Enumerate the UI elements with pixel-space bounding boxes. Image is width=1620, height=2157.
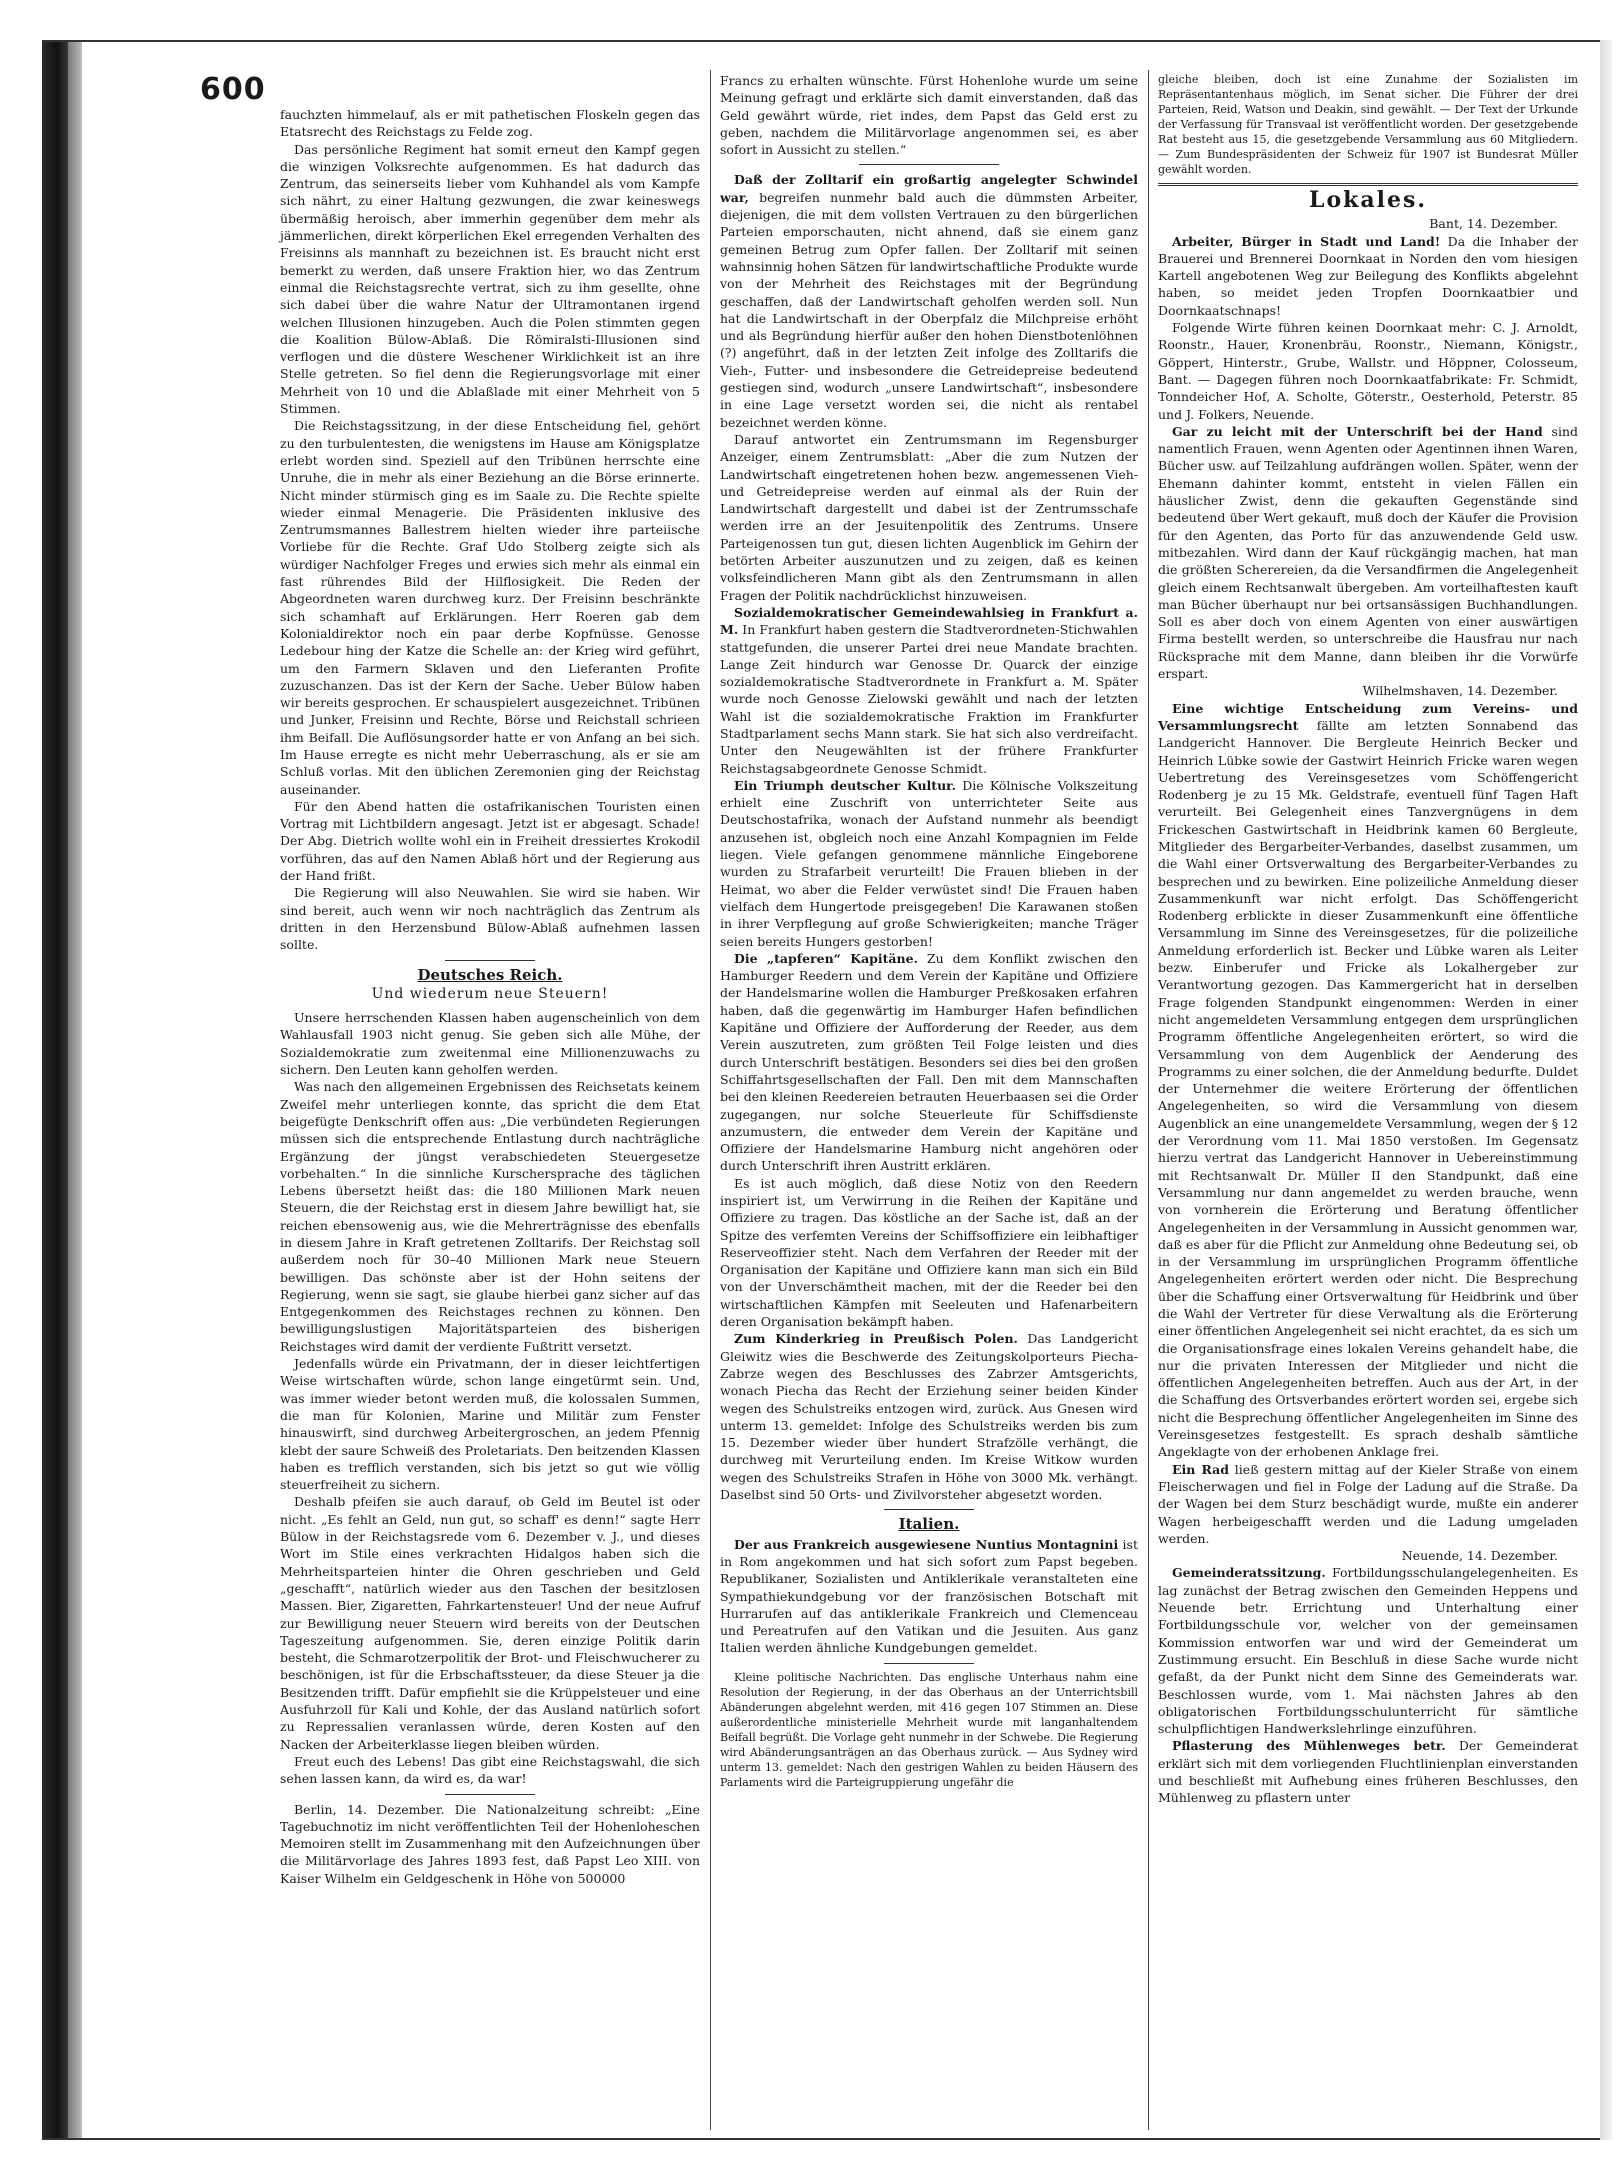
paragraph: Francs zu erhalten wünschte. Fürst Hohenlohe wurde um seine Meinung gefragt und erklärte sich damit einverstanden, daß das Geld gewährt würde, riet indes, dem Papst das Geld erst zu geben, nachdem die Militärvorlage angenommen sei, es aber sofort in Aussicht zu stellen.“ (720, 73, 1138, 158)
column-1 (280, 106, 700, 1887)
divider (859, 164, 999, 165)
item-text: Da die Inhaber der Brauerei und Brennerei Doornkaat in Norden den vom hiesigen Kartell angebotenen Weg zur Beilegung des Konflikts abgelehnt haben, so meidet jeden Tropfen Doornkaatbier und Doornkaatschnaps! (1158, 233, 1578, 318)
paragraph: Berlin, 14. Dezember. Die Nationalzeitung schreibt: „Eine Tagebuchnotiz im nicht veröffentlichten Teil der Hohenloheschen Memoiren stellt im Zusammenhang mit den Aufzeichnungen über die Militärvorlage des Jahres 1893 fest, daß Papst Leo XIII. von Kaiser Wilhelm ein Geldgeschenk in Höhe von 500000 (280, 1801, 700, 1886)
small-print-news: Kleine politische Nachrichten. Das englische Unterhaus nahm eine Resolution der Regierung, in der das Oberhaus an der Unterrichtsbill Abänderungen abgelehnt werden, mit 416 gegen 107 Stimmen an. Diese außerordentliche ministerielle Mehrheit wurde mit langanhaltendem Beifall begrüßt. Die Vorlage geht nunmehr in der Schwebe. Die Regierung wird Abänderungsanträgen an das Oberhaus zurück. — Aus Sydney wird unterm 13. gemeldet: Nach den gestrigen Wahlen zu beiden Häusern des Parlaments wird die Parteigruppierung ungefähr die (720, 1670, 1138, 1789)
item-lead: Eine wichtige Entscheidung zum Vereins- und Versammlungsrecht (1158, 700, 1578, 733)
book-binding (42, 40, 68, 2140)
column-rule (1148, 70, 1149, 2130)
item-lead: Arbeiter, Bürger in Stadt und Land! (1172, 233, 1441, 249)
article-heading: Und wiederum neue Steuern! (371, 985, 609, 1002)
item-text: Das Landgericht Gleiwitz wies die Beschwerde des Zeitungskolporteurs Piecha-Zabrze wegen des Beschlusses des Zabrzer Amtsgerichts, wonach Piecha das Recht der Erziehung seiner beiden Kinder wegen des Schulstreiks entzogen wird, zurück. Aus Gnesen wird unterm 13. gemeldet: Infolge des Schulstreiks werden bis zum 15. Dezember wieder über hundert Strafzölle verhängt, die durchweg mit Verurteilung enden. Im Kreise Witkow wurden wegen des Schulstreiks Strafen in Höhe von 3000 Mk. verhängt. Daselbst sind 50 Orts- und Zivilvorsteher abgesetzt worden. (720, 1331, 1139, 1503)
paragraph: Das persönliche Regiment hat somit erneut den Kampf gegen die winzigen Volksrechte aufgenommen. Es hat dadurch das Zentrum, das seinerseits lieber vom Kuhhandel als vom Kampfe sich nährt, zu einer Haltung gezwungen, die zwar keineswegs übermäßig heroisch, aber immerhin gegenüber dem mehr als jämmerlichen, direkt körperlichen Ekel erregenden Verhalten des Freisinns als mannhaft zu bezeichnen ist. Es braucht nicht erst bemerkt zu werden, daß unsere Fraktion hier, wo das Zentrum einmal die Reichstagsrechte vertrat, sich zu ihm gesellte, ohne sich dabei über die wahre Natur der Ultramontanen irgend welchen Illusionen hinzugeben. Auch die Polen stimmten gegen die Koalition Bülow-Ablaß. Die Römiralsti-Illusionen sind verflogen und die düstere Weschener Wirklichkeit ist an ihre Stelle getreten. So fiel denn die Regierungsvorlage mit einer Mehrheit von 10 und die Ablaßlade mit einer Mehrheit von 5 Stimmen. (280, 141, 700, 417)
item-lead: Ein Rad (1172, 1461, 1230, 1477)
paragraph: Darauf antwortet ein Zentrumsmann im Regensburger Anzeiger, einem Zentrumsblatt: „Aber die zum Nutzen der Landwirtschaft eingetretenen hohen bezw. angemessenen Vieh- und Getreidepreise werden auf einmal als der Ruin der Landwirtschaft dargestellt und dabei ist der Zentrumsschafe werden irre an der Jesuitenpolitik des Zentrums. Unsere Parteigenossen tun gut, diesen lichten Augenblick im Gehirn der betörten Arbeiter auszunutzen und zu zeigen, daß es keinen volksfeindlicheren Mann gibt als den Zentrumsmann in allen Fragen der Politik nachdrücklichst hinzuweisen. (720, 431, 1138, 603)
page-bottom-edge (42, 2138, 1612, 2140)
paragraph: fauchzten himmelauf, als er mit pathetischen Floskeln gegen das Etatsrecht des Reichstags zu Felde zog. (280, 107, 700, 140)
paragraph: Folgende Wirte führen keinen Doornkaat mehr: C. J. Arnoldt, Roonstr., Hauer, Kronenbräu, Roonstr., Niemann, Königstr., Göppert, Hinterstr., Grube, Wallstr. und Höppner, Colosseum, Bant. — Dagegen führen noch Doornkaatfabrikate: Fr. Schmidt, Tonndeicher Hof, A. Scholte, Göterstr., Oesterhold, Peterstr. 85 und J. Folkers, Neuende. (1158, 320, 1578, 422)
item-text: Der Gemeinderat erklärt sich mit dem vorliegenden Fluchtlinienplan einverstanden und beschließt mit Aufhebung eines früheren Beschlusses, den Mühlenweg zu pflastern unter (1158, 1738, 1578, 1806)
item-lead: Der aus Frankreich ausgewiesene Nuntius Montagnini (734, 1536, 1119, 1552)
binding-shadow (68, 40, 82, 2140)
item-text: ließ gestern mittag auf der Kieler Straße von einem Fleischerwagen und fiel in Folge der Ladung auf die Straße. Da der Wagen bei dem Sturz beschädigt wurde, mußte ein anderer Wagen herbeigeschafft werden und die Ladung umgeladen werden. (1158, 1461, 1578, 1546)
item-lead: Ein Triumph deutscher Kultur. (734, 777, 956, 793)
divider (884, 1663, 974, 1664)
item-lead: Daß der Zolltarif ein großartig angelegter Schwindel war, (720, 172, 1138, 205)
item-lead: Gemeinderatssitzung. (1172, 1565, 1326, 1581)
item-lead: Die „tapferen“ Kapitäne. (734, 950, 918, 966)
dateline: Neuende, 14. Dezember. (1401, 1548, 1558, 1564)
paragraph: Was nach den allgemeinen Ergebnissen des Reichsetats keinem Zweifel mehr unterliegen konnte, das spricht die dem Etat beigefügte Denkschrift offen aus: „Die verbündeten Regierungen müssen sich die entsprechende Entlastung durch nachträgliche Ergänzung der jüngst verabschiedeten Steuergesetze vorbehalten.“ In die sinnliche Kurschersprache des täglichen Lebens übersetzt heißt das: die 180 Millionen Mark neuen Steuern, die der Reichstag erst in diesem Jahre bewilligt hat, sie reichen ebensowenig aus, wie die Mehrerträgnisse des ebenfalls in diesem Jahre in Kraft getretenen Zolltarifs. Der Reichstag soll außerdem noch für 30–40 Millionen Mark neue Steuern bewilligen. Das schönste aber ist der Hohn seitens der Regierung, wenn sie sagt, sie glaube hierbei ganz sicher auf das Entgegenkommen des Reichstages rechnen zu können. Den bewilligungslustigen Majoritätsparteien des bisherigen Reichstages wird damit der verdiente Fußtritt versetzt. (280, 1079, 700, 1354)
paragraph: Jedenfalls würde ein Privatmann, der in dieser leichtfertigen Weise wirtschaften würde, schon lange eingetürmt sein. Und, was immer wieder betont werden muß, die kolossalen Summen, die man für Kolonien, Marine und Militär zum Fenster hinauswirft, sind durchweg Arbeitergroschen, an jedem Pfennig klebt der saure Schweiß des Proletariats. Den beitzenden Klassen haben es trefflich verstanden, sich bis jetzt so gut wie völlig steuerfreiheit zu sichern. (280, 1356, 700, 1493)
paragraph: Unsere herrschenden Klassen haben augenscheinlich von dem Wahlausfall 1903 nicht genug. Sie geben sich alle Mühe, der Sozialdemokratie zum zweitenmal eine Millionenzuwachs zu sichern. Den Leuten kann geholfen werden. (280, 1010, 700, 1078)
page-right-edge (1600, 40, 1612, 2140)
divider (1158, 183, 1578, 186)
item-text: sind namentlich Frauen, wenn Agenten oder Agentinnen ihnen Waren, Bücher usw. auf Teilzahlung aufdrängen wollen. Später, wenn der Ehemann dahinter kommt, entsteht in vielen Fällen ein häuslicher Zwist, denn die gekauften Gegenstände sind bedeutend über Wert gekauft, muß doch der Käufer die Provision für den Agenten, das Porto für das anzuwendende Geld usw. mitbezahlen. Wird dann der Kauf rückgängig machen, hat man die größten Scherereien, da die Versandfirmen die Angelegenheit gleich einem Rechtsanwalt übergeben. Am vorteilhaftesten kauft man Bücher überhaupt nur bei ortsansässigen Buchhandlungen. Soll es aber doch von einem Agenten von einer auswärtigen Firma bestellt werden, so unterschreibe die Hausfrau nur nach Rücksprache mit dem Manne, dann bleiben ihr die Vorwürfe erspart. (1158, 423, 1578, 682)
paragraph: Deshalb pfeifen sie auch darauf, ob Geld im Beutel ist oder nicht. „Es fehlt an Geld, nun gut, so schaff' es denn!“ sagte Herr Bülow in der Reichstagsrede vom 6. Dezember v. J., und dieses Wort im Stile eines verkrachten Hidalgos haben sich die Mehrheitsparteien hinter die Ohren geschrieben und Geld „geschafft“, natürlich wieder aus den Taschen der besitzlosen Massen. Bier, Zigaretten, Fahrkartensteuer! Und der neue Aufruf zur Bewilligung neuer Steuern wird bereits von der Deutschen Tageszeitung aufgenommen. Sie, deren einzige Politik darin besteht, die Schmarotzerpolitik der Brot- und Fleischwucherer zu beschönigen, ist für die Erbschaftssteuer, da diese Steuer ja die Besitzenden trifft. Dafür empfiehlt sie die Krüppelsteuer und eine Ausfuhrzoll für Kali und Kohle, der das Ausland natürlich sofort zu Repressalien veranlassen würde, deren Kosten auf den Nacken der Arbeiterklasse liegen bleiben würden. (280, 1494, 700, 1752)
dateline: Bant, 14. Dezember. (1429, 216, 1558, 232)
section-heading: Italien. (898, 1515, 960, 1534)
page-top-edge (42, 40, 1612, 42)
paragraph: Es ist auch möglich, daß diese Notiz von den Reedern inspiriert ist, um Verwirrung in die Reihen der Kapitäne und Offiziere zu tragen. Das köstliche an der Sache ist, daß an der Spitze des verfemten Vereins der Schiffsoffiziere ein leibhaftiger Reserveoffizier steht. Nach dem Verfahren der Reeder mit der Organisation der Kapitäne und Offiziere kann man sich ein Bild von der Unverschämtheit machen, mit der die Reeder bei den wirtschaftlichen Kämpfen mit Seeleuten und Hafenarbeitern deren Organisation bekämpft haben. (720, 1175, 1138, 1330)
section-heading: Lokales. (1308, 187, 1428, 213)
paragraph: Die Reichstagssitzung, in der diese Entscheidung fiel, gehört zu den turbulentesten, die wenigstens im Hause am Königsplatze erlebt worden sind. Speziell auf den Tribünen herrschte eine Unruhe, die in mehr als einer Beziehung an die Börse erinnerte. Nicht minder stürmisch ging es im Saale zu. Die Rechte spielte wieder einmal Menagerie. Die Präsidenten inklusive des Zentrumsmannes Ballestrem hielten wieder ihre parteiische Vorliebe für die Rechte. Graf Udo Stolberg zeigte sich als würdiger Nachfolger Freges und erwies sich mehr als einmal ein fast rührendes Bild der Hilflosigkeit. Die Reden der Abgeordneten waren durchweg kurz. Der Freisinn beschränkte sich schamhaft auf Erklärungen. Herr Roeren gab dem Kolonialdirektor noch ein paar derbe Kopfnüsse. Genosse Ledebour hing der Katze die Schelle an: der Krieg wird geführt, um den Farmern Sklaven und den Lieferanten Profite zuzuschanzen. Das ist der Kern der Sache. Ueber Bülow haben wir bereits gesprochen. Er schauspielert ausgezeichnet. Tribünen und Junker, Freisinn und Rechte, Börse und Reichstall schrieen ihm Beifall. Die Auflösungsorder hatte er von Anfang an bei sich. Im Hause erregte es nicht mehr Ueberraschung, als er sie am Schluß vorlas. Mit den üblichen Zeremonien ging der Reichstag auseinander. (280, 418, 700, 797)
item-text: fällte am letzten Sonnabend das Landgericht Hannover. Die Bergleute Heinrich Becker und Heinrich Lübke sowie der Gastwirt Heinrich Fricke waren wegen Uebertretung des Vereinsgesetzes vom Schöffengericht Rodenberg je zu 15 Mk. Geldstrafe, eventuell fünf Tagen Haft verurteilt. Bei Gelegenheit eines Tanzvergnügens in dem Frickeschen Gastwirtschaft in Heidbrink kamen 60 Bergleute, Mitglieder des Bergarbeiter-Verbandes, daselbst zusammen, um die Wahl einer Ortsverwaltung des Bergarbeiter-Verbandes zu besprechen und zu bewirken. Eine polizeiliche Anmeldung dieser Zusammenkunft war nicht erfolgt. Das Schöffengericht Rodenberg erblickte in dieser Zusammenkunft eine öffentliche Versammlung im Sinne des Vereinsgesetzes, für die polizeiliche Anmeldung erforderlich ist. Becker und Lübke waren als Leiter bezw. Einberufer und Fricke als Lokalhergeber zur Verantwortung gezogen. Das Kammergericht hat in derselben Frage folgenden Standpunkt eingenommen: Werden in einer nicht angemeldeten Versammlung entgegen dem ursprünglichen Programm öffentliche Angelegenheiten erörtert, so wird die Versammlung von dem Augenblick der Aenderung des Programms zu einer solchen, die der Anmeldung bedurfte. Duldet der Unternehmer die weitere Erörterung der öffentlichen Angelegenheiten, so wird die Versammlung von diesem Augenblick an eine unangemeldete Versammlung, wegen der § 12 der Verordnung vom 11. Mai 1850 verstoßen. Im Gegensatz hierzu vertrat das Landgericht Hannover in Uebereinstimmung mit Rechtsanwalt Dr. Müller II den Standpunkt, daß eine Versammlung nur dann angemeldet zu werden brauche, wenn von vornherein die Erörterung und Beratung öffentlicher Angelegenheiten in der Versammlung in Aussicht genommen war, daß es aber für die Pflicht zur Anmeldung ohne Bedeutung sei, ob in der Versammlung im ursprünglichen Programm öffentliche Angelegenheiten erörtert werden oder nicht. Die Besprechung über die Schaffung einer Ortsverwaltung für Heidbrink und über die Wahl der Vertreter für diese Verwaltung als die Erörterung einer öffentlichen Angelegenheit sei nicht erachtet, da es sich um die Organisationsfrage eines lokalen Vereins gehandelt habe, die nur die privaten Interessen der Mitglieder und nicht die öffentlichen Angelegenheiten betreffen. Auch aus der Art, in der die Schaffung des Ortsverbandes erörtert worden sei, ergebe sich nicht die Besprechung öffentlicher Angelegenheiten im Sinne des Vereinsgesetzes festgestellt. Es sprach deshalb sämtliche Angeklagte von der erhobenen Anklage frei. (1158, 717, 1578, 1460)
divider (884, 1509, 974, 1510)
item-lead: Zum Kinderkrieg in Preußisch Polen. (734, 1331, 1018, 1347)
item-text: Die Kölnische Volkszeitung erhielt eine Zuschrift von unterrichteter Seite aus Deutschostafrika, wonach der Aufstand nunmehr als beendigt anzusehen ist, obgleich noch eine Anzahl Kompagnien im Felde liegen. Viele gefangen genommene männliche Eingeborene wurden zu Strafarbeit verurteilt! Die Frauen blieben in der Heimat, wo aber die Felder verwüstet sind! Die Frauen haben vielfach dem Hungertode preisgegeben! Die Karawanen stoßen in ihrer Verpflegung auf große Schwierigkeiten; manche Träger seien bereits Hungers gestorben! (720, 777, 1138, 949)
item-text: begreifen nunmehr bald auch die dümmsten Arbeiter, diejenigen, die mit dem vollsten Vertrauen zu den bürgerlichen Parteien emporschauten, nicht ahnend, daß sie einem ganz gemeinen Betrug zum Opfer fallen. Der Zolltarif mit seinen wahnsinnig hohen Sätzen für landwirtschaftliche Produkte wurde von der Mehrheit des Reichstages mit der Begründung geschaffen, daß der Landwirtschaft geholfen werden soll. Nun hat die Landwirtschaft in der Oberpfalz die Milchpreise erhöht und als Begründung hierfür außer den hohen Dienstbotenlöhnen (?) angeführt, daß in der letzten Zeit infolge des Zolltarifs die Vieh-, Futter- und insbesondere die Getreidepreise bedeutend gestiegen sind, wodurch „unsere Landwirtschaft“, insbesondere in eine Lage versetzt worden sei, die nicht als rentabel bezeichnet werden könne. (720, 189, 1138, 430)
paragraph: Freut euch des Lebens! Das gibt eine Reichstagswahl, die sich sehen lassen kann, da wird es, da war! (280, 1753, 700, 1787)
item-text: ist in Rom angekommen und hat sich sofort zum Papst begeben. Republikaner, Sozialisten und Antiklerikale veranstalteten eine Sympathiekundgebung vor der französischen Botschaft mit Hurrarufen auf das antiklerikale Frankreich und Clemenceau und Pereatrufen auf den Vatikan und die Jesuiten. Aus ganz Italien werden ähnliche Kundgebungen gemeldet. (720, 1536, 1138, 1656)
item-lead: Gar zu leicht mit der Unterschrift bei der Hand (1172, 423, 1543, 439)
paragraph: Für den Abend hatten die ostafrikanischen Touristen einen Vortrag mit Lichtbildern angesagt. Jetzt ist er abgesagt. Schade! Der Abg. Dietrich wollte wohl ein in Freiheit dressiertes Krokodil vorführen, das auf den Namen Ablaß hört und der Regierung aus der Hand frißt. (280, 798, 700, 884)
paragraph: Die Regierung will also Neuwahlen. Sie wird sie haben. Wir sind bereit, auch wenn wir noch nachträglich das Zentrum als dritten in den Herzensbund Bülow-Ablaß aufnehmen lassen sollte. (280, 885, 700, 953)
item-lead: Pflasterung des Mühlenweges betr. (1172, 1738, 1446, 1754)
column-2 (720, 72, 1138, 1790)
column-rule (710, 70, 711, 2130)
column-3 (1158, 72, 1578, 1807)
item-text: Fortbildungsschulangelegenheiten. Es lag zunächst der Betrag zwischen den Gemeinden Heppens und Neuende betr. Errichtung und Unterhaltung einer Fortbildungsschule vor, welcher von der gemeinsamen Kommission entworfen war und wird der Gemeinderat um Zustimmung ersucht. Ein Beschluß in diese Sache wurde nicht gefaßt, da der Punkt nicht dem Sinne des Gemeinderats war. Beschlossen wurde, vom 1. Mai nächsten Jahres ab den obligatorischen Fortbildungsschulunterricht für sämtliche schulpflichtigen Handwerkslehrlinge einzuführen. (1158, 1565, 1578, 1737)
section-heading: Deutsches Reich. (417, 965, 563, 984)
divider (445, 1794, 535, 1795)
divider (445, 960, 535, 961)
item-text: Zu dem Konflikt zwischen den Hamburger Reedern und dem Verein der Kapitäne und Offiziere der Handelsmarine wollen die Hamburger Preßkosaken erfahren haben, daß die gegenwärtig im Hamburger Hafen befindlichen Kapitäne und Offiziere der Aufforderung der Reeder, aus dem Verein auszutreten, zum größten Teil Folge leisten und dies durch Unterschrift bestätigen. Besonders sei dies bei den großen Schiffahrtsgesellschaften der Fall. Den mit dem Mannschaften bei den kleinen Reedereien betrauten Heuerbaasen sei die Order zugegangen, nur solche Steuerleute für Schiffsdienste anzumustern, die entweder dem Verein der Kapitäne und Offiziere der Handelsmarine Hamburg nicht angehören oder durch Unterschrift ihren Austritt erklären. (720, 950, 1138, 1174)
page-number: 600 (200, 72, 266, 107)
item-lead: Sozialdemokratischer Gemeindewahlsieg in Frankfurt a. M. (720, 604, 1138, 638)
dateline: Wilhelmshaven, 14. Dezember. (1362, 683, 1558, 699)
item-text: In Frankfurt haben gestern die Stadtverordneten-Stichwahlen stattgefunden, die unserer Partei drei neue Mandate brachten. Lange Zeit hindurch war Genosse Dr. Quarck der einzige sozialdemokratische Stadtverordnete in Frankfurt a. M. Später wurde noch Genosse Zielowski gewählt und nach der letzten Wahl ist die sozialdemokratische Fraktion im Frankfurter Stadtparlament sechs Mann stark. Sie hat sich also verdreifacht. Unter den Neugewählten ist der frühere Frankfurter Reichstagsabgeordnete Genosse Schmidt. (720, 622, 1138, 776)
paragraph: gleiche bleiben, doch ist eine Zunahme der Sozialisten im Repräsentantenhaus möglich, im Senat sicher. Die Führer der drei Parteien, Reid, Watson und Deakin, sind gewählt. — Der Text der Urkunde der Verfassung für Transvaal ist veröffentlicht worden. Der gesetzgebende Rat besteht aus 15, die gesetzgebende Versammlung aus 60 Mitgliedern. — Zum Bundespräsidenten der Schweiz für 1907 ist Bundesrat Müller gewählt worden. (1158, 73, 1578, 176)
